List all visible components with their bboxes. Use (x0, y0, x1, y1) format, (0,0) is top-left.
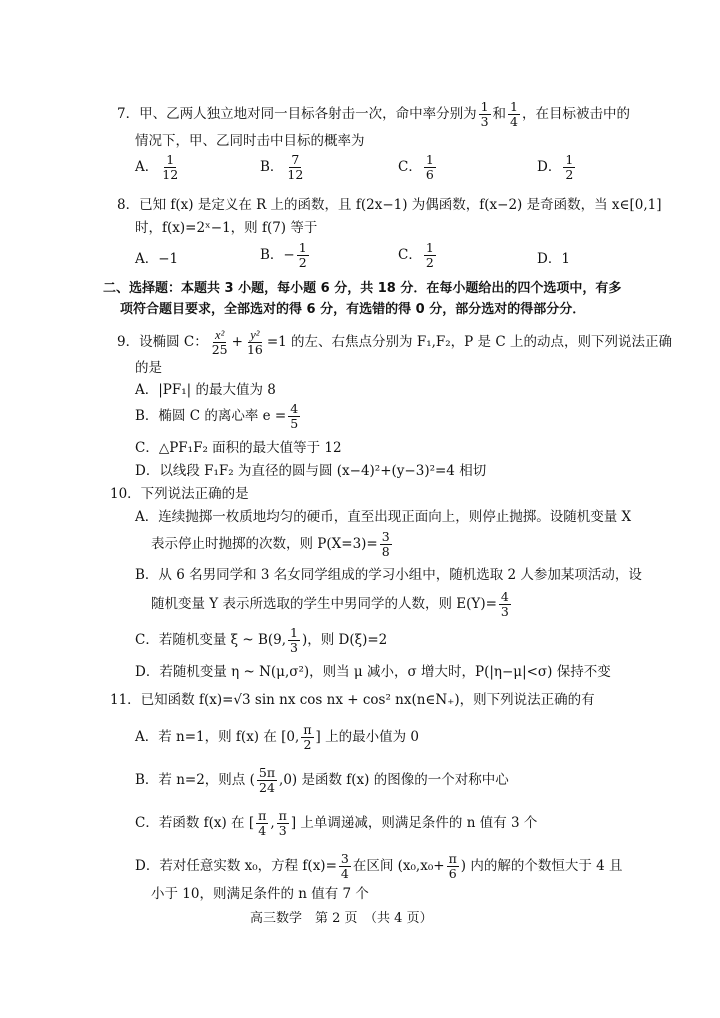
q9-stem-pre: 9．设椭圆 C： (117, 334, 208, 350)
frac-num: π (448, 851, 457, 866)
frac-num: 1 (290, 625, 298, 640)
q10-option-d: D．若随机变量 η ~ N(μ,σ²)，则当 μ 减小，σ 增大时，P(|η−μ|<σ) 保持不变 (135, 664, 611, 680)
q9-option-a: A．|PF₁| 的最大值为 8 (135, 382, 276, 398)
frac-num: 1 (480, 99, 489, 114)
q11-option-d-line2: 小于 10，则满足条件的 n 值有 7 个 (151, 886, 369, 902)
q11-option-b (135, 766, 509, 795)
q7-option-b (260, 153, 307, 182)
frac-den: 6 (425, 167, 434, 182)
q10-option-a-line1: A．连续抛掷一枚质地均匀的硬币，直至出现正面向上，则停止抛掷。设随机变量 X (135, 509, 632, 525)
frac-num: y² (250, 328, 260, 342)
q7-stem-text: 7．甲、乙两人独立地对同一目标各射击一次，命中率分别为 (117, 106, 477, 122)
q11-b-post: ,0) 是函数 f(x) 的图像的一个对称中心 (279, 772, 509, 788)
frac-num: 1 (425, 152, 434, 167)
frac-num: π (258, 808, 267, 823)
q9-option-b (135, 402, 302, 431)
q7-stem-line1 (117, 100, 630, 129)
section2-instructions-line2: 项符合题目要求，全部选对的得 6 分，有选错的得 0 分，部分选对的得部分分． (120, 302, 586, 317)
frac-den: 24 (259, 780, 275, 795)
q8-option-b (260, 241, 311, 270)
frac-num: 1 (298, 240, 307, 255)
q9-stem-line2: 的是 (135, 360, 162, 376)
q8-stem-line1: 8．已知 f(x) 是定义在 R 上的函数，且 f(2x−1) 为偶函数，f(x−2) 是奇函数，当 x∈[0,1] (117, 197, 662, 213)
q9-option-c: C．△PF₁F₂ 面积的最大值等于 12 (135, 440, 342, 456)
q11-c-post: ] 上单调递减，则满足条件的 n 值有 3 个 (290, 815, 538, 831)
q10-a-text: 表示停止时抛掷的次数，则 P(X=3)= (151, 536, 378, 552)
q10-stem: 10．下列说法正确的是 (110, 486, 249, 502)
frac-den: 2 (298, 255, 307, 270)
frac-num: 4 (290, 401, 299, 416)
q10-option-c (135, 626, 387, 655)
frac-den: 4 (510, 114, 518, 129)
q11-d-pre: D．若对任意实数 x₀，方程 f(x)= (135, 858, 337, 874)
frac-den: 3 (290, 640, 298, 655)
frac-den: 3 (278, 823, 287, 838)
frac-den: 8 (381, 544, 390, 559)
page-footer: 高三数学 第 2 页 （共 4 页） (250, 911, 433, 926)
section2-instructions-line1: 二、选择题：本题共 3 小题，每小题 6 分，共 18 分．在每小题给出的四个选项中，有多 (103, 281, 622, 296)
q8-stem-line2: 时，f(x)=2ˣ−1，则 f(7) 等于 (135, 220, 318, 236)
q7-prob-a (479, 100, 491, 129)
frac-den: 12 (287, 167, 304, 182)
q7-option-c (398, 153, 438, 182)
q11-option-c: C．若函数 f(x) 在 [ $\frac{\pi}{4}$ , $\frac{\pi}{3}$ ] 上单调递减，则满足条件的 n 值有 3 个 (135, 808, 538, 838)
q7-stem-line2: 情况下，甲、乙同时击中目标的概率为 (135, 133, 365, 149)
frac-den: 4 (340, 866, 349, 881)
option-label: B．− (260, 247, 295, 263)
frac-den: 16 (246, 342, 263, 357)
frac-den: 2 (425, 255, 434, 270)
frac-den: 12 (162, 167, 179, 182)
frac-num: 1 (425, 240, 434, 255)
q9-b-text: B．椭圆 C 的离心率 e = (135, 408, 287, 424)
option-label: C． (398, 159, 422, 175)
frac-num: x² (215, 328, 225, 342)
q10-option-b-line2 (151, 590, 513, 619)
q7-and: 和 (492, 106, 507, 122)
frac-den: 25 (211, 342, 228, 357)
frac-num: π (278, 808, 287, 823)
q8-option-c (398, 241, 438, 270)
frac-num: 3 (340, 851, 349, 866)
frac-num: 7 (291, 152, 300, 167)
q9-stem-line1: 9．设椭圆 C： $\frac{\text{x²}}{25}$ + $\frac{\text{y²}}{16}$ =1 的左、右焦点分别为 F₁,F₂，P 是 C 上的动点，则下列说法正确 (117, 328, 672, 357)
frac-num: 4 (500, 589, 509, 604)
q11-a-pre: A．若 n=1，则 f(x) 在 [0, (135, 729, 300, 745)
frac-den: 4 (258, 823, 267, 838)
q7-stem-tail: ，在目标被击中的 (522, 106, 630, 122)
q8-option-a: A．−1 (135, 251, 179, 267)
q11-option-a (135, 723, 419, 752)
frac-den: 6 (448, 866, 457, 881)
q9-option-d: D．以线段 F₁F₂ 为直径的圆与圆 (x−4)²+(y−3)²=4 相切 (135, 463, 487, 479)
frac-num: 3 (381, 529, 390, 544)
q10-b-text: 随机变量 Y 表示所选取的学生中男同学的人数，则 E(Y)= (151, 596, 497, 612)
q11-option-d-line1 (135, 852, 623, 881)
q10-option-b-line1: B．从 6 名男同学和 3 名女同学组成的学习小组中，随机选取 2 人参加某项活动，设 (135, 567, 642, 583)
frac-den: 2 (565, 167, 574, 182)
q11-a-post: ] 上的最小值为 0 (315, 729, 419, 745)
q7-prob-b (508, 100, 520, 129)
frac-num: 1 (510, 99, 518, 114)
frac-num: 5π (258, 765, 276, 780)
frac-den: 3 (500, 604, 509, 619)
q11-b-pre: B．若 n=2，则点 ( (135, 772, 255, 788)
q7-option-a (135, 153, 182, 182)
q9-stem-post: =1 的左、右焦点分别为 F₁,F₂，P 是 C 上的动点，则下列说法正确 (266, 334, 672, 350)
q10-c-post: )，则 D(ξ)=2 (301, 632, 388, 648)
q11-c-pre: C．若函数 f(x) 在 [ (135, 815, 255, 831)
frac-den: 3 (480, 114, 489, 129)
frac-num: 1 (565, 152, 574, 167)
option-label: B． (260, 159, 284, 175)
q11-d-post: ) 内的解的个数恒大于 4 且 (460, 858, 623, 874)
q7-option-d (537, 153, 577, 182)
q11-d-mid: 在区间 (x₀,x₀+ (352, 858, 445, 874)
option-label: C． (398, 247, 422, 263)
frac-den: 5 (290, 416, 299, 431)
q10-option-a-line2 (151, 530, 394, 559)
option-label: A． (135, 159, 159, 175)
option-label: D． (537, 159, 562, 175)
frac-num: π (303, 722, 312, 737)
frac-den: 2 (303, 737, 312, 752)
q8-option-d: D．1 (537, 251, 570, 267)
q10-c-pre: C．若随机变量 ξ ~ B(9, (135, 632, 287, 648)
q11-stem: 11．已知函数 f(x)=√3 sin nx cos nx + cos² nx(n∈N₊)，则下列说法正确的有 (110, 692, 595, 708)
frac-num: 1 (166, 152, 175, 167)
